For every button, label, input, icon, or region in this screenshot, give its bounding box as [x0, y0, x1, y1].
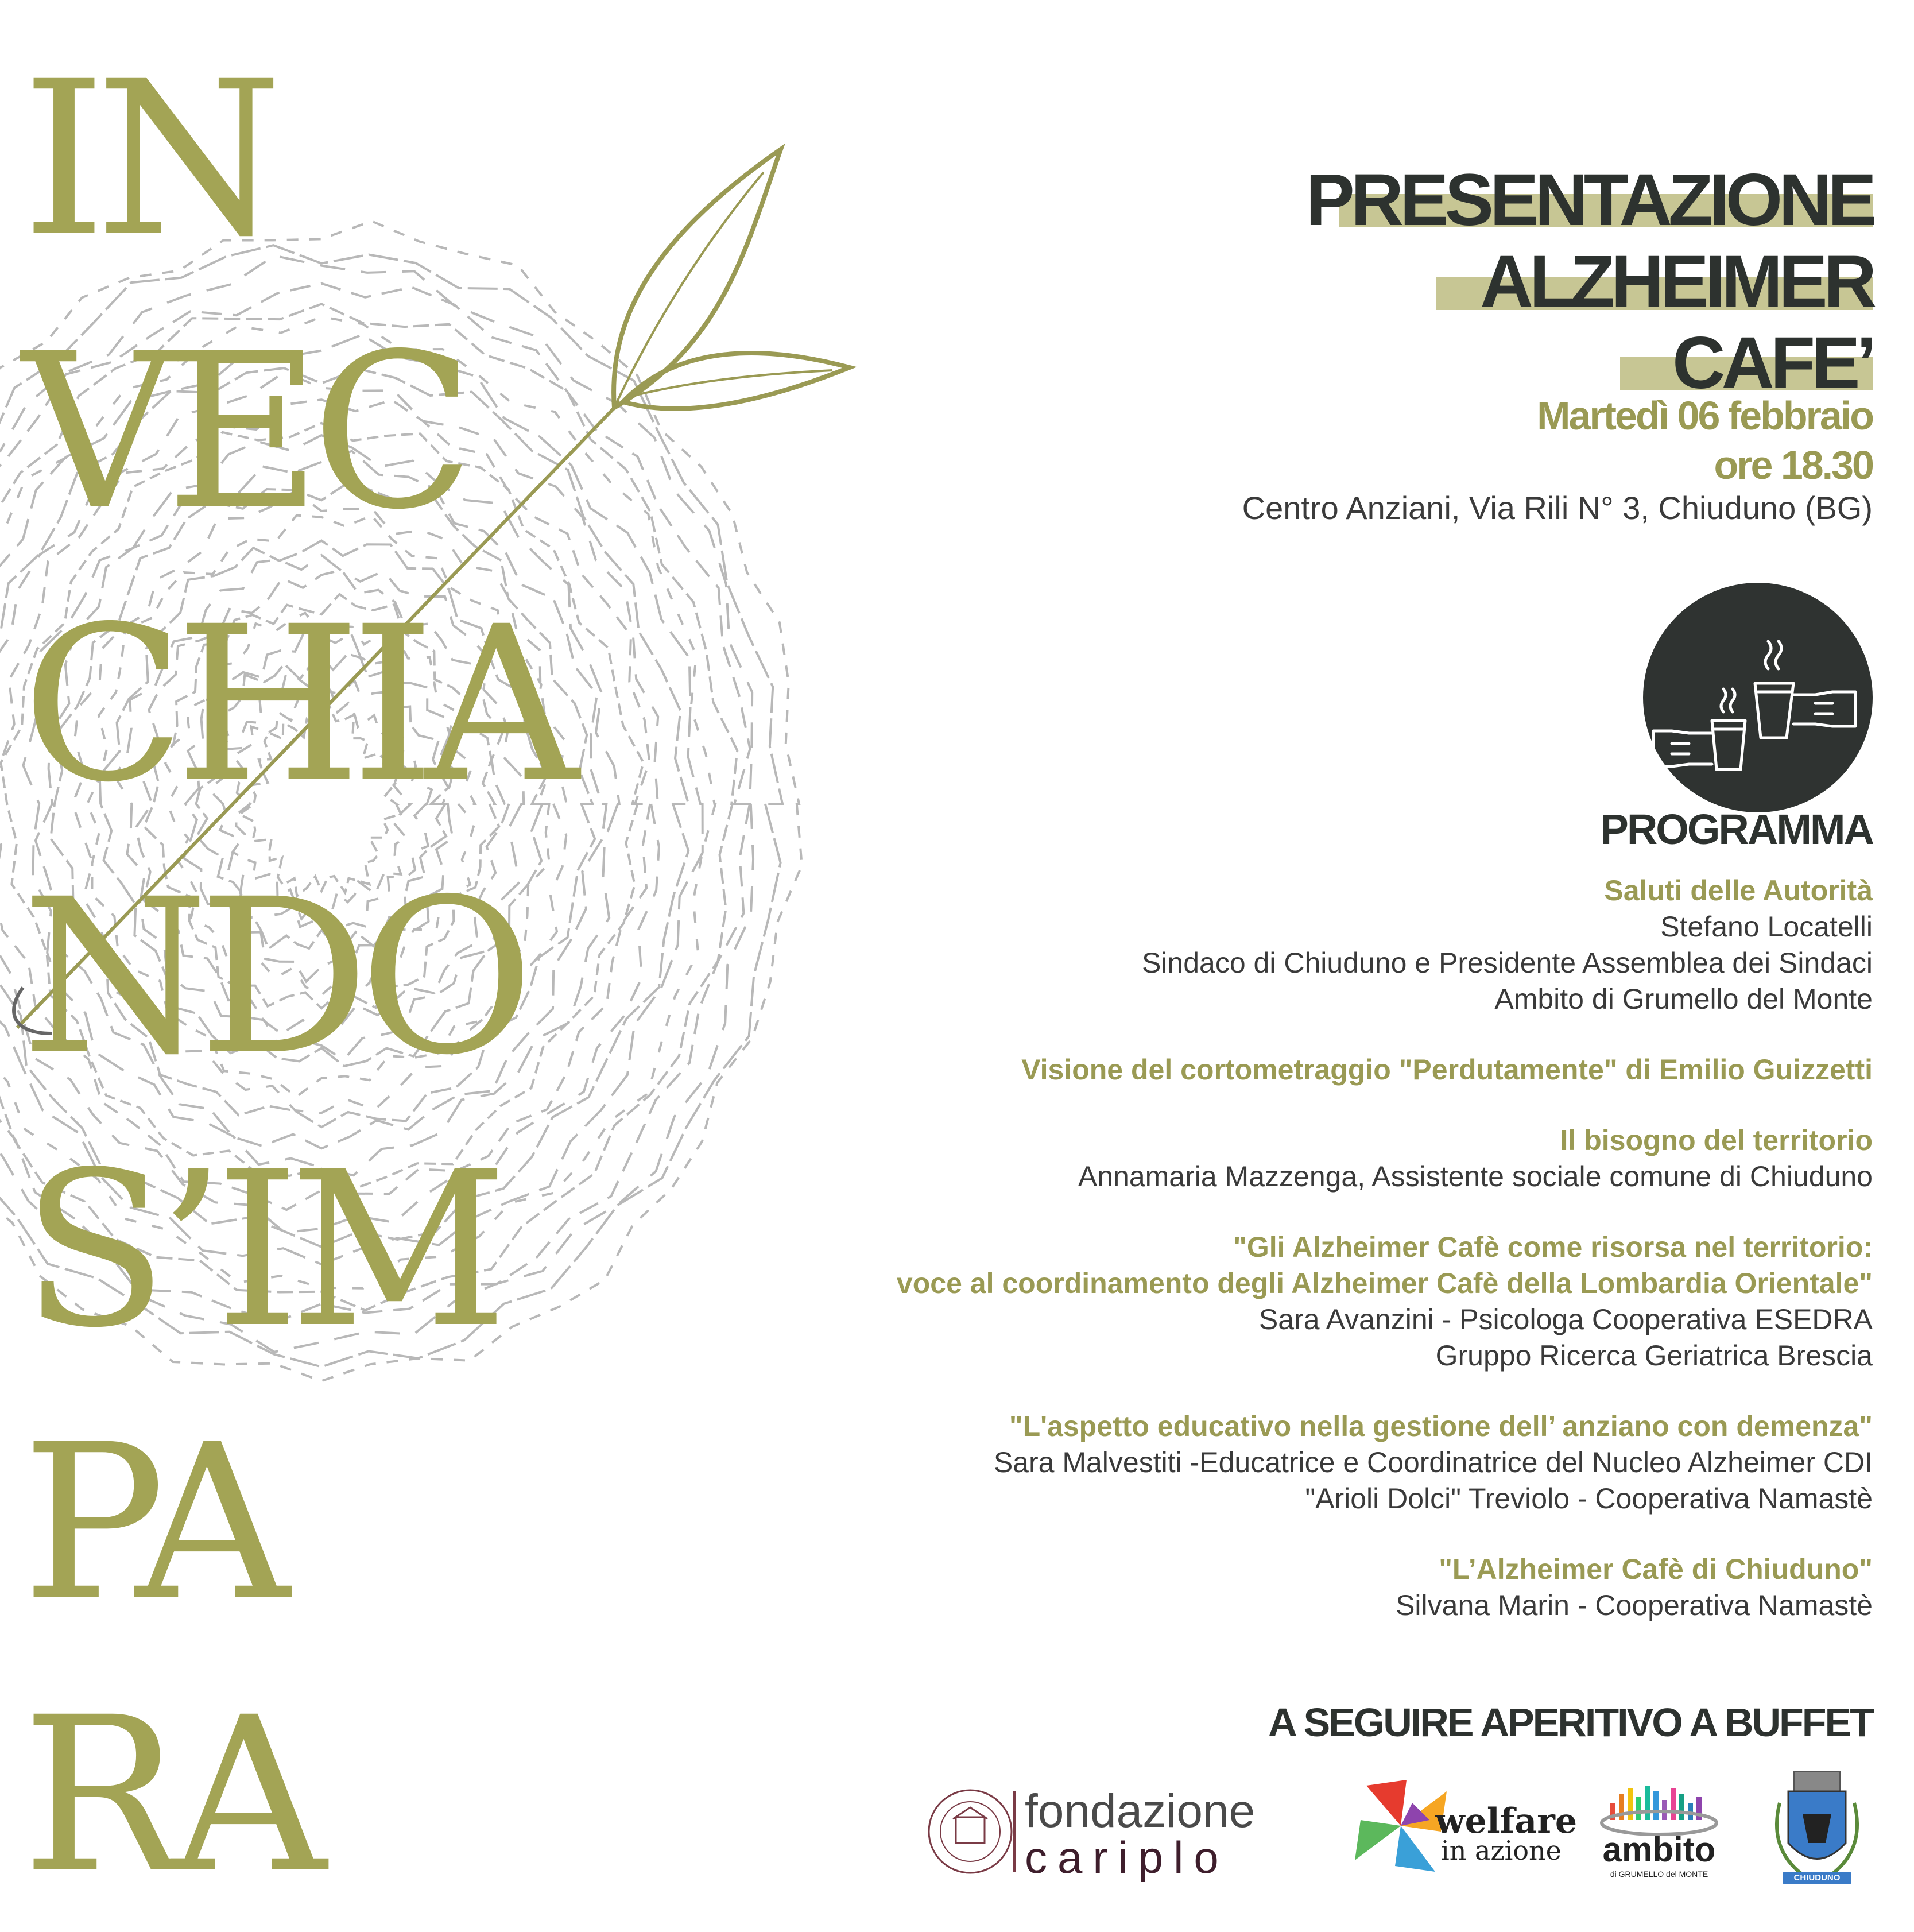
- coffee-cheers-icon: [1643, 583, 1873, 812]
- program-title: PROGRAMMA: [1600, 806, 1873, 853]
- program-item: [839, 1229, 1873, 1374]
- title-line: CHIA: [22, 580, 569, 829]
- cariplo-name: cariplo: [1025, 1832, 1229, 1883]
- item-detail: Sindaco di Chiuduno e Presidente Assemblea dei Sindaci: [1141, 947, 1873, 979]
- title-line-2: ALZHEIMER: [1480, 241, 1873, 323]
- item-detail: Gruppo Ricerca Geriatrica Brescia: [1435, 1339, 1873, 1372]
- ambito-bar: [1653, 1791, 1659, 1820]
- item-heading: Visione del cortometraggio "Perdutamente" di Emilio Guizzetti: [1021, 1054, 1873, 1086]
- chiuduno-crest: [1762, 1768, 1872, 1889]
- title-line: RA: [22, 1671, 316, 1920]
- item-detail: Stefano Locatelli: [1660, 911, 1873, 943]
- title-line: S’IM: [22, 1126, 498, 1375]
- ambito-name: ambito: [1602, 1830, 1716, 1869]
- coat-of-arms-icon: [1762, 1768, 1872, 1889]
- title-line-1: PRESENTAZIONE: [1305, 159, 1873, 241]
- program-item: [839, 1052, 1873, 1088]
- follow-up-note: A SEGUIRE APERITIVO A BUFFET: [1268, 1700, 1873, 1745]
- item-detail: Sara Malvestiti -Educatrice e Coordinatrice del Nucleo Alzheimer CDI: [993, 1446, 1873, 1478]
- program-item: [839, 1122, 1873, 1195]
- ambito-bars-icon: [1596, 1768, 1722, 1837]
- item-detail: Sara Avanzini - Psicologa Cooperativa ESEDRA: [1258, 1303, 1873, 1335]
- program-list: [839, 873, 1873, 1658]
- item-detail: Annamaria Mazzenga, Assistente sociale comune di Chiuduno: [1078, 1160, 1873, 1193]
- item-heading: Saluti delle Autorità: [1604, 874, 1873, 907]
- program-item: [839, 873, 1873, 1017]
- ambito-logo: [1596, 1768, 1722, 1889]
- item-detail: Silvana Marin - Cooperativa Namastè: [1396, 1589, 1873, 1621]
- item-heading: "L’Alzheimer Cafè di Chiuduno": [1439, 1553, 1873, 1585]
- ambito-bar: [1636, 1797, 1641, 1820]
- item-heading: Il bisogno del territorio: [1560, 1124, 1873, 1156]
- cariplo-seal-icon: [924, 1786, 1016, 1877]
- welfare-name: welfare: [1435, 1801, 1578, 1841]
- item-heading: voce al coordinamento degli Alzheimer Cafè della Lombardia Orientale": [896, 1267, 1873, 1299]
- event-time: ore 18.30: [1714, 443, 1873, 487]
- ambito-subtitle: di GRUMELLO del MONTE: [1610, 1869, 1708, 1879]
- title-line: NDO: [22, 853, 524, 1102]
- cariplo-logo: [919, 1768, 1297, 1889]
- event-title: [1184, 160, 1873, 404]
- title-line-3: CAFE’: [1672, 322, 1873, 404]
- cariplo-name: fondazione: [1025, 1785, 1256, 1837]
- ambito-bar: [1671, 1788, 1676, 1820]
- welfare-logo: [1343, 1768, 1578, 1889]
- program-item: [839, 1551, 1873, 1624]
- ambito-bar: [1645, 1786, 1650, 1820]
- item-heading: "Gli Alzheimer Cafè come risorsa nel territorio:: [1233, 1231, 1873, 1263]
- welfare-name: in azione: [1441, 1835, 1562, 1866]
- title-line: PA: [22, 1399, 280, 1647]
- item-detail: "Arioli Dolci" Treviolo - Cooperativa Namastè: [1305, 1482, 1873, 1515]
- ambito-bar: [1679, 1794, 1684, 1820]
- event-place: Centro Anziani, Via Rili N° 3, Chiuduno (BG): [1242, 490, 1873, 526]
- item-detail: Ambito di Grumello del Monte: [1494, 983, 1873, 1015]
- vertical-title: [22, 23, 711, 1932]
- ambito-bar: [1628, 1788, 1633, 1820]
- sponsor-logos: [919, 1768, 1873, 1889]
- title-line: VEC: [22, 308, 464, 556]
- program-item: [839, 1408, 1873, 1517]
- event-date: Martedì 06 febbraio: [1537, 393, 1873, 438]
- crest-ribbon-label: CHIUDUNO: [1793, 1873, 1841, 1883]
- item-heading: "L'aspetto educativo nella gestione dell’ anziano con demenza": [1009, 1410, 1873, 1442]
- decorative-area: [0, 0, 919, 1920]
- title-line: IN: [22, 35, 273, 284]
